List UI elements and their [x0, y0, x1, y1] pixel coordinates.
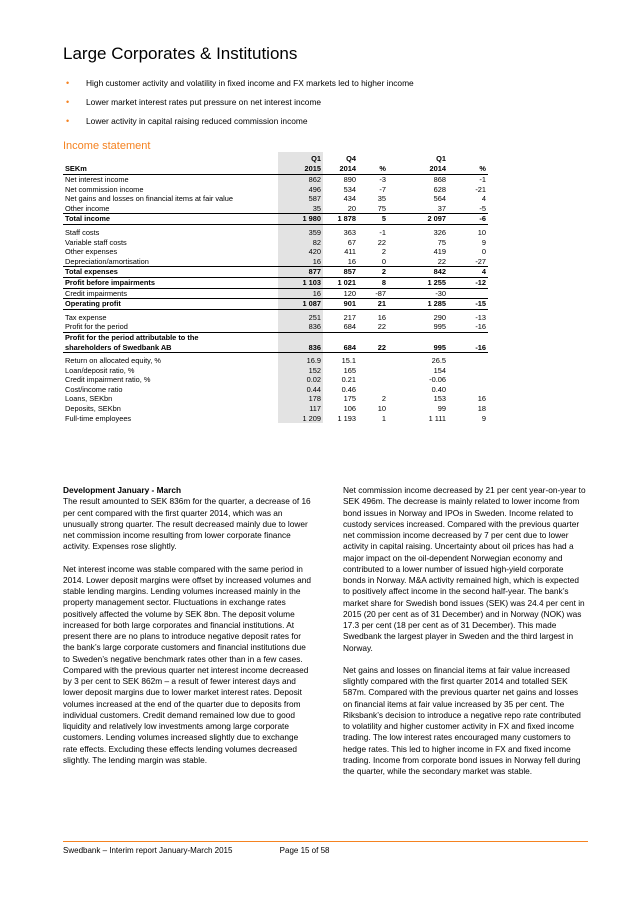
table-row — [63, 175, 488, 185]
cell-value: 290 — [433, 312, 446, 322]
cell-value: -21 — [475, 184, 486, 194]
cell-value: 1 087 — [278, 299, 323, 310]
cell-value: 0 — [481, 247, 486, 257]
cell-value: -1 — [479, 175, 486, 184]
cell-value: 0.44 — [278, 385, 323, 395]
cell-value: 35 — [377, 194, 386, 204]
row-label: shareholders of Swedbank AB — [63, 343, 278, 353]
row-label: Credit impairment ratio, % — [65, 375, 151, 385]
cell-value: 1 111 — [428, 413, 446, 423]
cell-value: 16 — [278, 257, 323, 267]
cell-value: 22 — [388, 257, 448, 267]
cell-value: 564 — [433, 194, 446, 204]
cell-value: 4 — [481, 194, 486, 204]
row-label: Total expenses — [63, 267, 278, 278]
cell-value: 22 — [377, 237, 386, 247]
cell-value: 995 — [388, 343, 448, 353]
cell-value: 1 255 — [388, 277, 448, 288]
cell-value — [358, 356, 388, 366]
cell-value: 684 — [323, 322, 358, 332]
cell-value — [448, 332, 488, 342]
cell-value: -16 — [448, 343, 488, 353]
cell-value: 420 — [278, 247, 323, 257]
cell-value: 684 — [323, 343, 358, 353]
cell-value — [358, 366, 388, 376]
cell-value: 0.46 — [341, 384, 356, 394]
cell-value: 153 — [433, 394, 446, 404]
cell-value: 175 — [343, 394, 356, 404]
paragraph: Net gains and losses on financial items at fair value increased slightly compared with the first quarter 2014 and totalled SEK 587m. Compared with the previous quarter net gains and losses on financial items at fair value increased by 35 per cent. The Riksbank’s decision to introduce a negative repo rate contributed to volatility and higher customer activity in FX and fixed income trading. The low interest rates encouraged many customers to hedge rates. This led to higher income in FX and fixed income trading. Income from corporate bond issues in Norway fell during the quarter, while the secondary market was stable. — [343, 664, 581, 776]
table-row — [63, 247, 488, 257]
bullet-item: • Lower market interest rates put pressure on net interest income — [66, 97, 322, 107]
cell-value: 5 — [358, 214, 388, 225]
cell-value — [448, 375, 488, 385]
cell-value: 326 — [433, 227, 446, 237]
table-header-row: Q1 Q4 Q1 — [63, 152, 488, 164]
cell-value: -30 — [388, 288, 448, 299]
right-text-column — [343, 485, 588, 788]
cell-value: 82 — [278, 238, 323, 248]
cell-value: 628 — [433, 184, 446, 194]
cell-value: 26.5 — [431, 356, 446, 366]
cell-value: 152 — [278, 366, 323, 376]
cell-value: 1 209 — [278, 414, 323, 424]
cell-value: -7 — [379, 184, 386, 194]
cell-value: -5 — [448, 204, 488, 214]
row-label: Loans, SEKbn — [65, 394, 113, 404]
cell-value: -0.06 — [429, 375, 446, 385]
cell-value: 37 — [388, 204, 448, 214]
row-label: Deposits, SEKbn — [65, 404, 121, 414]
cell-value — [448, 385, 488, 395]
page-number: Page 15 of 58 — [279, 846, 330, 855]
cell-value — [448, 366, 488, 376]
cell-value: 22 — [358, 343, 388, 353]
income-statement-table — [63, 152, 488, 423]
cell-value: 359 — [278, 228, 323, 238]
cell-value: 10 — [377, 404, 386, 414]
cell-value: 2 097 — [388, 214, 448, 225]
page-title: Large Corporates & Institutions — [63, 44, 298, 63]
table-row — [63, 267, 488, 278]
row-label: Full-time employees — [65, 413, 132, 423]
cell-value: 18 — [477, 404, 486, 414]
cell-value: 165 — [343, 365, 356, 375]
table-row — [63, 343, 488, 353]
cell-value: 496 — [278, 185, 323, 195]
row-label: Tax expense — [65, 312, 107, 322]
table-row — [63, 257, 488, 267]
cell-value: 857 — [323, 267, 358, 278]
cell-value: 67 — [347, 237, 356, 247]
row-label: Loan/deposit ratio, % — [65, 365, 135, 375]
row-label: Profit for the period — [63, 322, 278, 332]
cell-value: 0.21 — [341, 375, 356, 385]
cell-value: 995 — [388, 322, 448, 332]
cell-value: 1 021 — [323, 277, 358, 288]
table-row — [63, 356, 488, 366]
paragraph: The result amounted to SEK 836m for the quarter, a decrease of 16 per cent compared with the first quarter 2014, which was an unusually strong quarter. The result decreased mainly due to lower net commission income resulting from lower corporate finance activity. Expenses rose slightly. — [63, 496, 311, 552]
table-row — [63, 394, 488, 404]
cell-value: 120 — [323, 288, 358, 299]
table-row — [63, 385, 488, 395]
section-heading: Development January - March — [63, 485, 182, 495]
cell-value: 1 — [381, 413, 386, 423]
cell-value: 0.02 — [278, 375, 323, 385]
row-label: Total income — [63, 214, 278, 225]
table-row — [63, 204, 488, 214]
bullet-item: • High customer activity and volatility in fixed income and FX markets led to higher income — [66, 78, 414, 88]
cell-value: 1 193 — [337, 413, 356, 423]
cell-value: 16 — [477, 394, 486, 404]
cell-value: 363 — [343, 227, 356, 237]
cell-value: 1 285 — [388, 299, 448, 310]
cell-value: 434 — [343, 194, 356, 204]
cell-value — [388, 332, 448, 342]
cell-value: 901 — [323, 299, 358, 310]
table-row — [63, 214, 488, 225]
bullet-item: • Lower activity in capital raising reduced commission income — [66, 116, 308, 126]
row-label: Credit impairments — [63, 288, 278, 299]
table-row — [63, 299, 488, 310]
cell-value — [358, 332, 388, 342]
table-row — [63, 375, 488, 385]
cell-value: 251 — [278, 313, 323, 323]
cell-value: 16.9 — [278, 356, 323, 366]
row-label: Net gains and losses on financial items at fair value — [65, 194, 234, 204]
cell-value: -12 — [448, 277, 488, 288]
row-label: Net interest income — [65, 175, 129, 184]
cell-value: 16 — [377, 312, 386, 322]
cell-value: 106 — [343, 404, 356, 414]
cell-value — [323, 332, 358, 342]
paragraph: Net interest income was stable compared with the same period in 2014. Lower deposit margins were offset by increased volumes and stable lending margins. Lending volumes increased mainly in the property management sector. Fluctuations in exchange rates positively affected the volume by SEK 8bn. The deposit volume increased for both large corporates and financial institutions. At present there are no plans to introduce negative deposit rates for the bank’s large corporate customers and financial institutions due to Sweden’s negative benchmark rates other than in a few cases. Compared with the previous quarter net interest income decreased by 3 per cent to SEK 862m – a result of fewer interest days and lower deposit margins due to lower market interest rates. Deposit volumes increased at the end of the quarter due to deposits from individual customers. Credit demand remained low due to good liquidity and relatively low investments among large corporate customers. Lending volumes increased slightly due to exchange rate effects. Excluding these effects lending volumes decreased slightly. The lending margin was stable. — [63, 563, 311, 765]
cell-value: 2 — [381, 394, 386, 404]
cell-value: 10 — [477, 227, 486, 237]
table-row — [63, 277, 488, 288]
footer-divider — [63, 841, 588, 842]
cell-value: 411 — [344, 247, 356, 257]
cell-value — [358, 375, 388, 385]
row-label: Other income — [63, 204, 278, 214]
cell-value — [278, 332, 323, 342]
table-row — [63, 288, 488, 299]
footer-report-name: Swedbank – Interim report January-March 2015 — [63, 846, 233, 855]
cell-value: 868 — [433, 175, 446, 184]
cell-value: 842 — [388, 267, 448, 278]
bullet-icon: • — [66, 78, 70, 88]
cell-value: 16 — [278, 288, 323, 299]
bullet-icon: • — [66, 116, 70, 126]
cell-value: 178 — [278, 394, 323, 404]
cell-value: -1 — [379, 227, 386, 237]
paragraph: Net commission income decreased by 21 per cent year-on-year to SEK 496m. The decrease is mainly related to lower income from bond issues in Norway and IPOs in Sweden. Income related to custody services increased. Compared with the previous quarter net commission income decreased by 7 per cent due to lower activity in capital raising. Uncertainty about oil prices has had a major impact on the oil-dependent Norwegian economy and contributed to a lower number of issued high-yield corporate bonds in Norway. M&A activity remained high, which is expected to positively affect income in the second half-year. The bank’s market share for Swedish bond issues (SEK) was 24.4 per cent in 2015 (20 per cent as of 31 December) and in Norway (NOK) was 17.3 per cent (18 per cent as of 31 December). This made Swedbank the largest player in Sweden and the third largest in Norway. — [343, 485, 586, 653]
cell-value: 4 — [448, 267, 488, 278]
cell-value: 862 — [278, 175, 323, 185]
cell-value: -6 — [448, 214, 488, 225]
cell-value: 15.1 — [341, 356, 356, 366]
footer — [63, 846, 329, 855]
table-row — [63, 404, 488, 414]
row-label: Staff costs — [65, 227, 100, 237]
row-label: Return on allocated equity, % — [65, 356, 161, 366]
cell-value: 21 — [358, 299, 388, 310]
row-label: Profit for the period attributable to the — [65, 332, 199, 342]
cell-value: 534 — [343, 184, 356, 194]
cell-value: 99 — [437, 404, 446, 414]
cell-value: 16 — [323, 257, 358, 267]
cell-value: 1 980 — [278, 214, 323, 225]
row-label: Profit before impairments — [63, 277, 278, 288]
cell-value: 890 — [343, 175, 356, 184]
cell-value: 117 — [278, 404, 323, 414]
cell-value: 587 — [278, 194, 323, 204]
left-text-column — [63, 485, 313, 777]
cell-value: -3 — [379, 175, 386, 184]
cell-value: 877 — [278, 267, 323, 278]
cell-value: 836 — [278, 322, 323, 332]
table-row — [63, 238, 488, 248]
cell-value: -16 — [448, 322, 488, 332]
cell-value: 154 — [433, 365, 446, 375]
cell-value — [448, 356, 488, 366]
row-label: Net commission income — [65, 184, 144, 194]
cell-value — [448, 288, 488, 299]
table-row — [63, 228, 488, 238]
cell-value: 0 — [358, 257, 388, 267]
cell-value: 75 — [437, 237, 446, 247]
cell-value: 22 — [358, 322, 388, 332]
cell-value: 2 — [381, 247, 386, 257]
cell-value: 1 878 — [323, 214, 358, 225]
cell-value: -27 — [448, 257, 488, 267]
table-row — [63, 313, 488, 323]
cell-value: 75 — [358, 204, 388, 214]
cell-value: 20 — [323, 204, 358, 214]
highlight-bullets — [66, 78, 414, 135]
cell-value: -15 — [448, 299, 488, 310]
bullet-icon: • — [66, 97, 70, 107]
cell-value: 1 103 — [278, 277, 323, 288]
table-row — [63, 185, 488, 195]
table-row — [63, 366, 488, 376]
row-label: Variable staff costs — [65, 237, 127, 247]
row-label: Other expenses — [65, 247, 118, 257]
cell-value: -87 — [358, 288, 388, 299]
cell-value: 8 — [358, 277, 388, 288]
table-row — [63, 414, 488, 424]
table-row — [63, 332, 488, 342]
cell-value: -13 — [475, 312, 486, 322]
cell-value: 0.40 — [431, 384, 446, 394]
section-title: Income statement — [63, 140, 151, 152]
row-label: Depreciation/amortisation — [63, 257, 278, 267]
table-row — [63, 194, 488, 204]
cell-value: 217 — [343, 312, 356, 322]
cell-value: 419 — [433, 247, 446, 257]
row-label: Cost/income ratio — [65, 384, 123, 394]
table-header-row: SEKm 2015 2014 % 2014 % — [65, 164, 486, 174]
cell-value: 836 — [278, 343, 323, 353]
cell-value: 35 — [278, 204, 323, 214]
table-row — [63, 322, 488, 332]
cell-value: 9 — [481, 413, 486, 423]
cell-value — [358, 385, 388, 395]
cell-value: 2 — [358, 267, 388, 278]
row-label: Operating profit — [63, 299, 278, 310]
cell-value: 9 — [481, 237, 486, 247]
